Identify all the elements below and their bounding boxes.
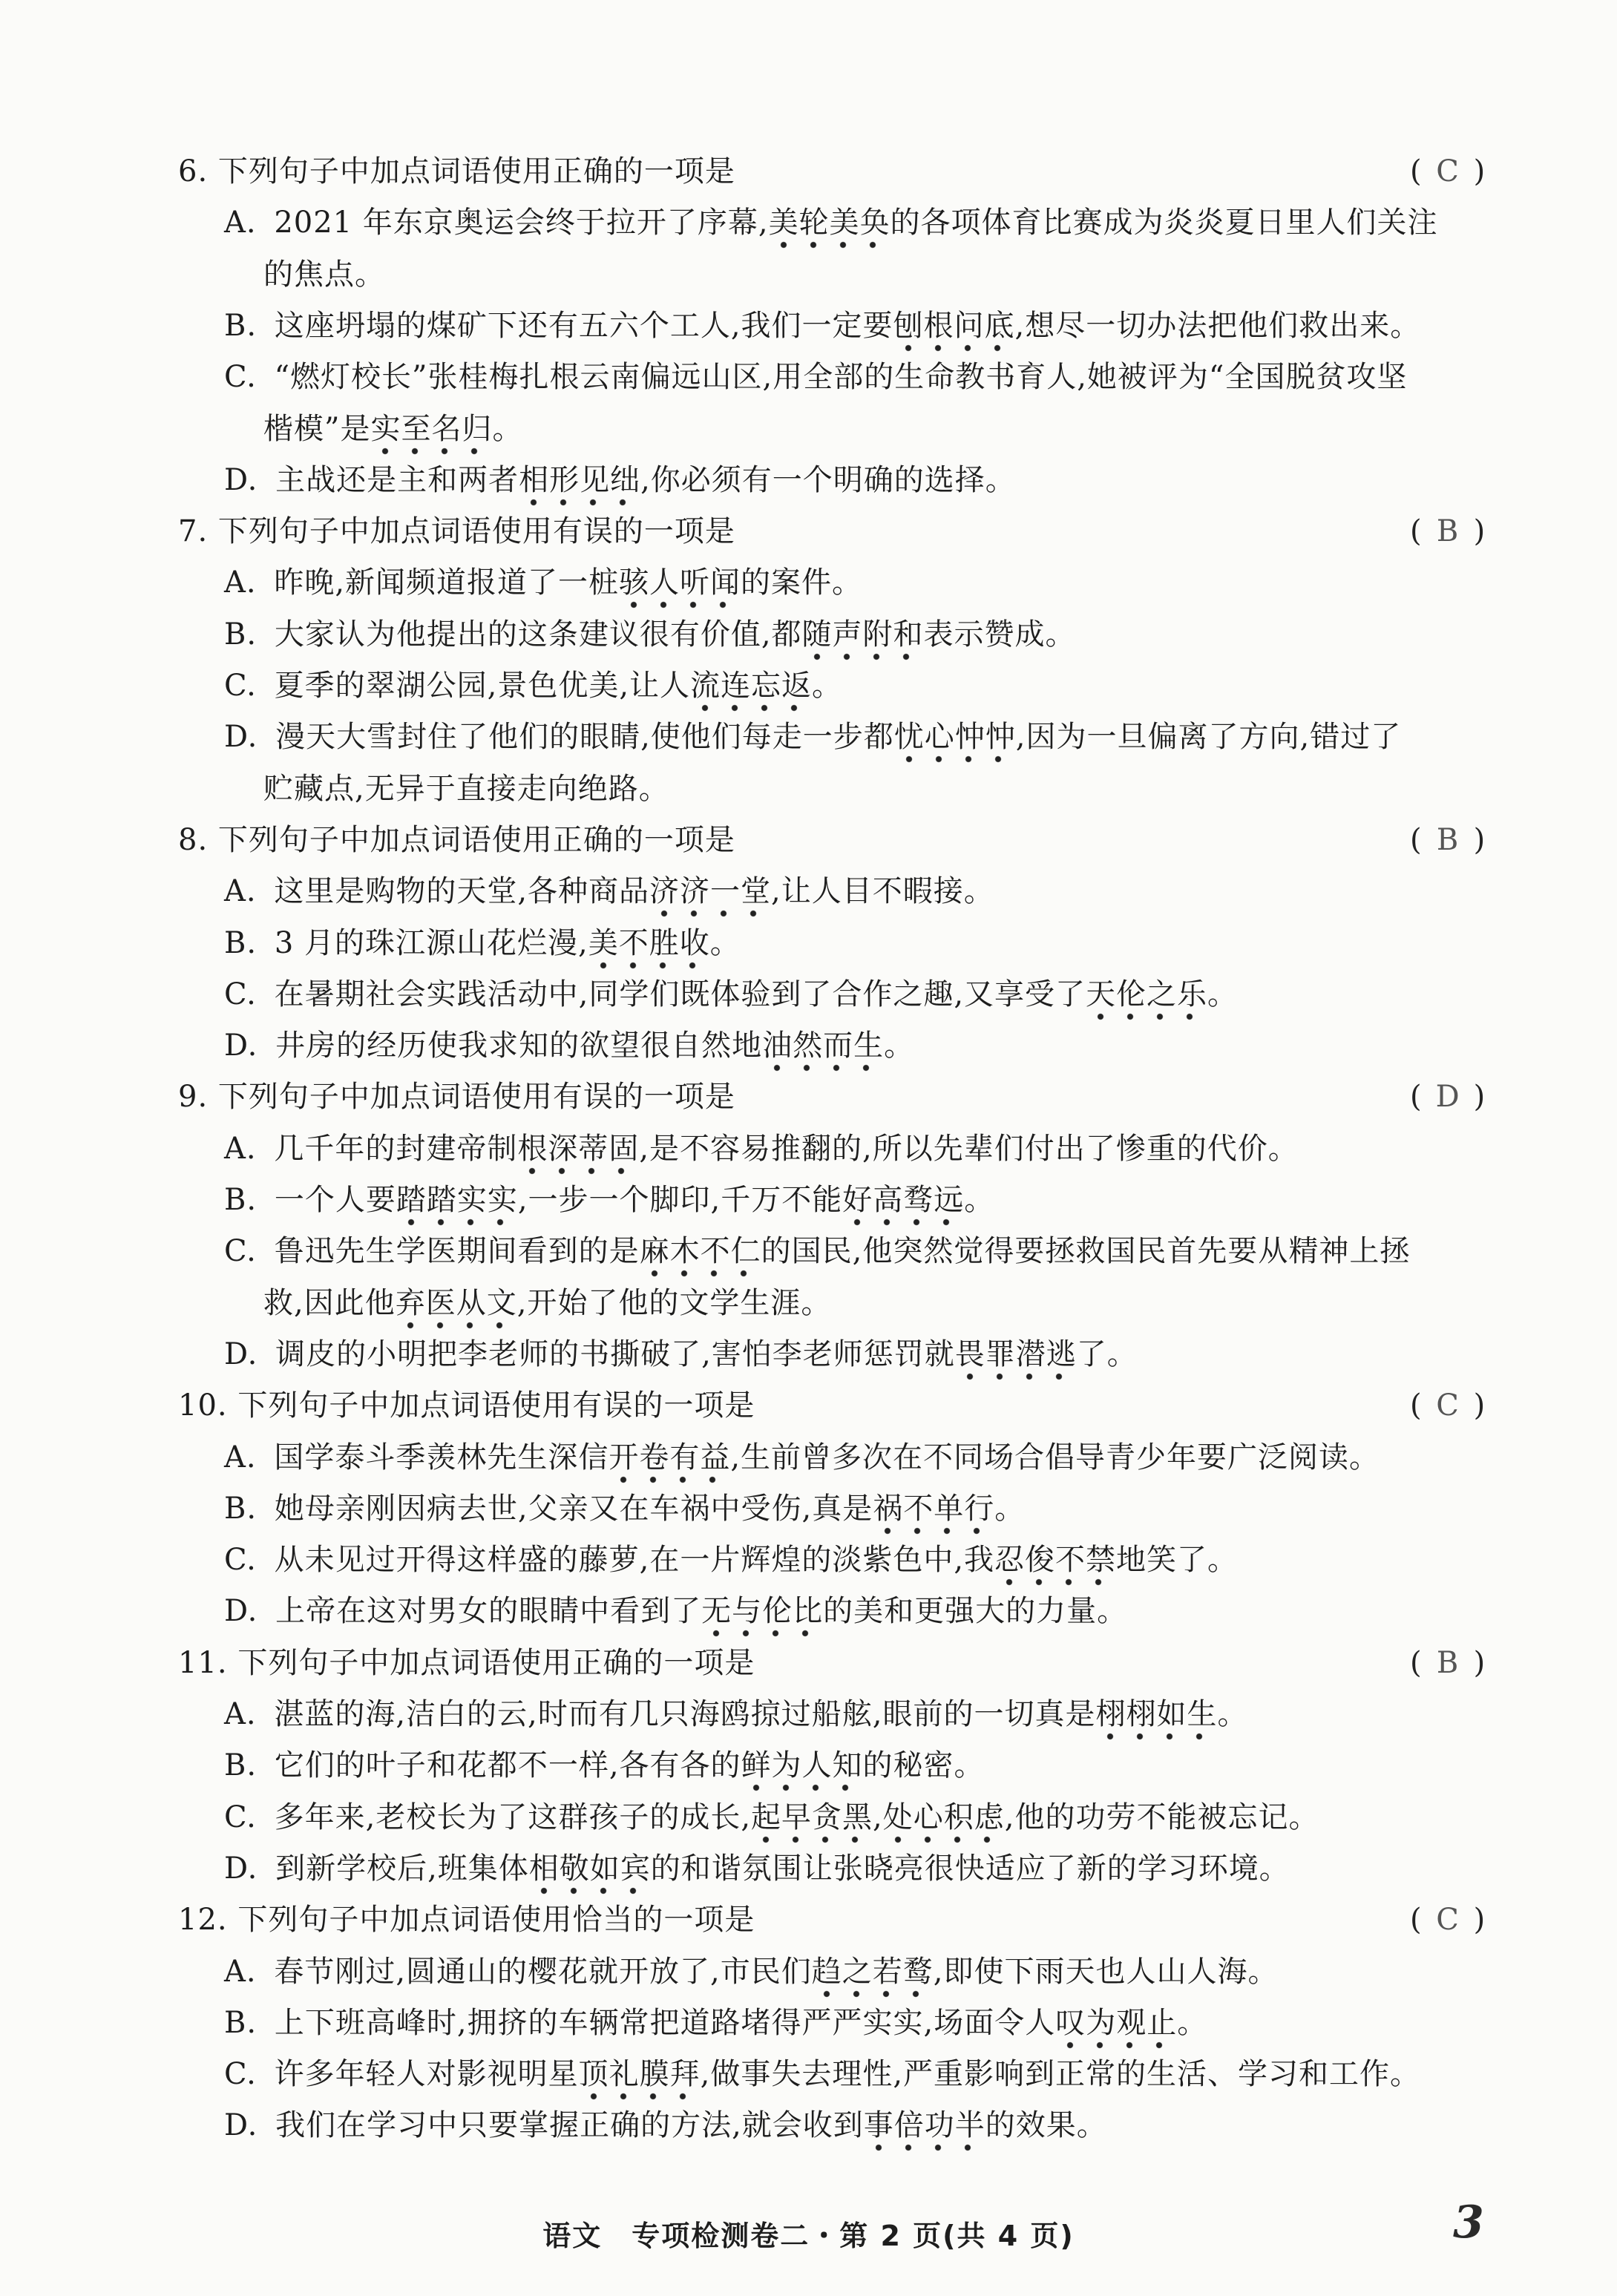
option-label: A.	[224, 1954, 267, 1989]
option-text: 夏季的翠湖公园,景色优美,让人	[274, 669, 691, 703]
page-number: 3	[1453, 2197, 1484, 2249]
option-label: A.	[224, 1440, 267, 1475]
option-line	[224, 1181, 994, 1219]
answer-letter: B	[1436, 822, 1459, 857]
option-line	[224, 924, 741, 962]
option-label: D.	[224, 720, 269, 755]
option-label: D.	[224, 1029, 269, 1063]
option-text: 鲁迅先生学医期间看到的是	[274, 1234, 640, 1269]
emphasized-phrase: 忧心忡忡	[894, 720, 1016, 764]
option-label: B.	[224, 308, 267, 343]
option-text: 。	[884, 1029, 915, 1063]
option-text: 了。	[1076, 1336, 1138, 1371]
emphasized-phrase: 相形见绌	[519, 463, 640, 508]
option-line	[224, 1489, 1025, 1528]
option-label: B.	[224, 1748, 267, 1783]
option-label: C.	[224, 1543, 267, 1578]
answer-letter: D	[1435, 1080, 1460, 1115]
emphasized-phrase: 处心积虑	[883, 1800, 1005, 1845]
question-stem: 6. 下列句子中加点词语使用正确的一项是	[178, 154, 735, 188]
option-line	[224, 203, 1438, 242]
question-stem: 8. 下列句子中加点词语使用正确的一项是	[178, 822, 735, 857]
option-line	[224, 1232, 1410, 1270]
answer-letter: B	[1436, 514, 1459, 549]
option-text: ,让人目不暇接。	[771, 874, 994, 909]
option-text: 到新学校后,班集体	[275, 1851, 529, 1886]
option-text: 的国民,他突然觉得要拯救国民首先要从精神上拯	[761, 1234, 1411, 1269]
option-text: 漫天大雪封住了他们的眼睛,使他们每走一步都	[275, 720, 894, 755]
option-text: 主战还是主和两者	[275, 462, 519, 497]
emphasized-phrase: 麻木不仁	[640, 1234, 761, 1279]
option-text: 3 月的珠江源山花烂漫,	[274, 925, 588, 960]
emphasized-phrase: 好高骛远	[842, 1183, 964, 1227]
option-text: ,因为一旦偏离了方向,错过了	[1015, 720, 1402, 755]
option-text: ,想尽一切办法把他们救出来。	[1014, 308, 1421, 343]
emphasized-phrase: 趋之若鹜	[812, 1955, 934, 1999]
emphasized-phrase: 美不胜收	[588, 926, 710, 971]
option-text: ,他的功劳不能被忘记。	[1004, 1800, 1319, 1834]
option-line	[224, 718, 1401, 756]
option-text: ,生前曾多次在不同场合倡导青少年要广泛阅读。	[730, 1440, 1380, 1475]
option-label: B.	[224, 2005, 267, 2040]
option-label: C.	[224, 669, 267, 703]
answer-bracket: ( B )	[1410, 821, 1485, 859]
option-text: 。	[964, 1183, 995, 1217]
option-text: 。	[994, 1491, 1026, 1526]
option-text: 这里是购物的天堂,各种商品	[274, 874, 650, 909]
emphasized-phrase: 忍俊不禁	[994, 1543, 1116, 1587]
option-line	[224, 563, 862, 602]
option-line	[224, 1129, 1299, 1168]
emphasized-phrase: 无与伦比	[701, 1594, 823, 1639]
answer-letter: C	[1436, 154, 1459, 188]
option-text: 的和谐氛围让张晓亮很快适应了新的学习环境。	[650, 1851, 1290, 1886]
option-line	[224, 1849, 1290, 1888]
question-stem: 10. 下列句子中加点词语使用有误的一项是	[178, 1388, 755, 1423]
option-text: 调皮的小明把李老师的书撕破了,害怕李老师惩罚就	[275, 1336, 955, 1371]
option-label: A.	[224, 206, 267, 240]
option-text: 从未见过开得这样盛的藤萝,在一片辉煌的淡紫色中,我	[274, 1543, 995, 1578]
option-line	[224, 1438, 1380, 1477]
emphasized-phrase: 开卷有益	[609, 1440, 730, 1485]
option-text: 。	[492, 411, 523, 446]
emphasized-phrase: 随声附和	[802, 617, 924, 662]
emphasized-phrase: 畏罪潜逃	[955, 1337, 1077, 1382]
emphasized-phrase: 顶礼膜拜	[579, 2057, 701, 2102]
emphasized-phrase: 油然而生	[762, 1029, 884, 1073]
option-text: 春节刚过,圆通山的樱花就开放了,市民们	[274, 1954, 812, 1989]
option-text: 它们的叶子和花都不一样,各有各的	[274, 1748, 741, 1783]
option-line	[224, 1592, 1127, 1630]
option-text: 表示赞成。	[923, 617, 1076, 652]
option-text: 一个人要	[274, 1183, 396, 1217]
option-text: 这座坍塌的煤矿下还有五六个工人,我们一定要	[274, 308, 893, 343]
option-text: 的各项体育比赛成为炎炎夏日里人们关注	[890, 206, 1438, 240]
emphasized-phrase: 事倍功半	[864, 2108, 985, 2153]
emphasized-phrase: 天伦之乐	[1086, 977, 1207, 1022]
option-text: 楷模”是	[263, 411, 371, 446]
option-text: 。	[812, 669, 843, 703]
option-label: A.	[224, 565, 267, 600]
answer-letter: C	[1436, 1903, 1459, 1938]
question-stem: 12. 下列句子中加点词语使用恰当的一项是	[178, 1903, 755, 1938]
option-line	[224, 666, 842, 705]
emphasized-phrase: 踏踏实实	[396, 1183, 518, 1227]
option-text: 许多年轻人对影视明星	[274, 2057, 579, 2092]
option-continuation	[263, 1284, 831, 1322]
answer-letter: C	[1436, 1388, 1459, 1423]
option-line	[224, 2004, 1207, 2042]
option-text: ,一步一个脚印,千万不能	[517, 1183, 843, 1217]
emphasized-phrase: 流连忘返	[690, 669, 812, 713]
option-text: 。	[709, 925, 741, 960]
option-line	[224, 1695, 1247, 1734]
emphasized-phrase: 济济一堂	[649, 874, 771, 919]
emphasized-phrase: 根深蒂固	[517, 1132, 639, 1176]
answer-bracket: ( B )	[1410, 512, 1485, 551]
option-text: 的焦点。	[263, 257, 385, 292]
option-line	[224, 1541, 1238, 1579]
option-label: D.	[224, 1336, 269, 1371]
option-line	[224, 975, 1238, 1014]
option-text: 井房的经历使我求知的欲望很自然地	[275, 1029, 763, 1063]
emphasized-phrase: 相敬如宾	[529, 1851, 651, 1896]
option-text: 的效果。	[985, 2108, 1107, 2143]
option-text: 。	[1177, 2005, 1208, 2040]
option-text: 救,因此他	[263, 1285, 396, 1320]
option-label: C.	[224, 2057, 267, 2092]
option-text: 上帝在这对男女的眼睛中看到了	[275, 1594, 702, 1629]
option-label: C.	[224, 1800, 267, 1834]
option-continuation	[263, 255, 385, 294]
question-stem: 11. 下列句子中加点词语使用正确的一项是	[178, 1645, 755, 1680]
emphasized-phrase: 实至名归	[370, 412, 492, 456]
emphasized-phrase: 起早贪黑	[751, 1800, 873, 1845]
option-text: ,开始了他的文学生涯。	[516, 1285, 832, 1320]
option-label: C.	[224, 1234, 267, 1269]
option-line	[224, 1026, 914, 1065]
option-text: 的案件。	[741, 565, 863, 600]
answer-bracket: ( C )	[1410, 1900, 1485, 1939]
option-text: 。	[1217, 1697, 1248, 1731]
option-line	[224, 461, 1016, 499]
option-label: D.	[224, 1851, 269, 1886]
option-line	[224, 2106, 1107, 2145]
option-text: 几千年的封建帝制	[274, 1131, 518, 1166]
option-line	[224, 1952, 1278, 1991]
page-footer: 语文 专项检测卷二・第 2 页(共 4 页)	[542, 2220, 1075, 2252]
option-text: 国学泰斗季羡林先生深信	[274, 1440, 609, 1475]
option-text: 。	[1207, 977, 1239, 1011]
option-text: 地笑了。	[1116, 1543, 1239, 1578]
option-text: ,是不容易推翻的,所以先辈们付出了惨重的代价。	[639, 1131, 1299, 1166]
answer-bracket: ( B )	[1410, 1644, 1485, 1682]
option-text: 湛蓝的海,洁白的云,时而有几只海鸥掠过船舷,眼前的一切真是	[274, 1697, 1096, 1731]
question-stem: 7. 下列句子中加点词语使用有误的一项是	[178, 514, 735, 549]
option-line	[224, 358, 1407, 396]
option-label: C.	[224, 977, 267, 1011]
option-line	[224, 615, 1076, 654]
option-text: 昨晚,新闻频道报道了一桩	[274, 565, 620, 600]
option-text: 大家认为他提出的这条建议很有价值,都	[274, 617, 802, 652]
option-label: B.	[224, 617, 267, 652]
option-line	[224, 872, 994, 911]
option-text: 的秘密。	[862, 1748, 985, 1783]
option-text: ,即使下雨天也人山人海。	[933, 1954, 1279, 1989]
option-line	[224, 1746, 985, 1785]
option-text: 贮藏点,无异于直接走向绝路。	[263, 771, 669, 806]
emphasized-phrase: 弃医从文	[396, 1286, 517, 1331]
emphasized-phrase: 刨根问底	[893, 309, 1015, 353]
option-label: D.	[224, 1594, 269, 1629]
option-text: 在暑期社会实践活动中,同学们既体验到了合作之趣,又享受了	[274, 977, 1086, 1011]
option-line	[224, 306, 1420, 345]
option-label: A.	[224, 1697, 267, 1731]
option-label: D.	[224, 462, 269, 497]
option-continuation	[263, 770, 669, 808]
emphasized-phrase: 骇人听闻	[619, 565, 741, 610]
option-label: B.	[224, 1183, 267, 1217]
option-text: 的美和更强大的力量。	[823, 1594, 1128, 1629]
option-label: A.	[224, 874, 267, 909]
option-label: C.	[224, 360, 267, 395]
answer-letter: B	[1436, 1645, 1459, 1680]
option-text: 我们在学习中只要掌握正确的方法,就会收到	[275, 2108, 864, 2143]
option-label: D.	[224, 2108, 269, 2143]
option-continuation	[263, 410, 522, 448]
option-text: 她母亲刚因病去世,父亲又在车祸中受伤,真是	[274, 1491, 873, 1526]
emphasized-phrase: 鲜为人知	[741, 1748, 863, 1793]
option-label: B.	[224, 1491, 267, 1526]
option-text: “燃灯校长”张桂梅扎根云南偏远山区,用全部的生命教书育人,她被评为“全国脱贫攻坚	[274, 360, 1408, 395]
option-text: 多年来,老校长为了这群孩子的成长,	[274, 1800, 752, 1834]
emphasized-phrase: 叹为观止	[1055, 2006, 1177, 2050]
emphasized-phrase: 美轮美奂	[769, 206, 891, 250]
answer-bracket: ( C )	[1410, 152, 1485, 191]
option-line	[224, 1335, 1138, 1374]
option-text: ,你必须有一个明确的选择。	[640, 462, 1016, 497]
question-stem: 9. 下列句子中加点词语使用有误的一项是	[178, 1080, 735, 1115]
option-text: ,	[873, 1800, 883, 1834]
emphasized-phrase: 祸不单行	[873, 1492, 994, 1536]
option-line	[224, 2055, 1420, 2093]
answer-bracket: ( D )	[1410, 1078, 1485, 1116]
emphasized-phrase: 栩栩如生	[1095, 1697, 1217, 1742]
option-text: 上下班高峰时,拥挤的车辆常把道路堵得严严实实,场面令人	[274, 2005, 1056, 2040]
option-label: A.	[224, 1131, 267, 1166]
option-text: 2021 年东京奥运会终于拉开了序幕,	[274, 206, 769, 240]
option-text: ,做事失去理性,严重影响到正常的生活、学习和工作。	[700, 2057, 1421, 2092]
option-label: B.	[224, 925, 267, 960]
answer-bracket: ( C )	[1410, 1386, 1485, 1425]
option-line	[224, 1798, 1319, 1837]
